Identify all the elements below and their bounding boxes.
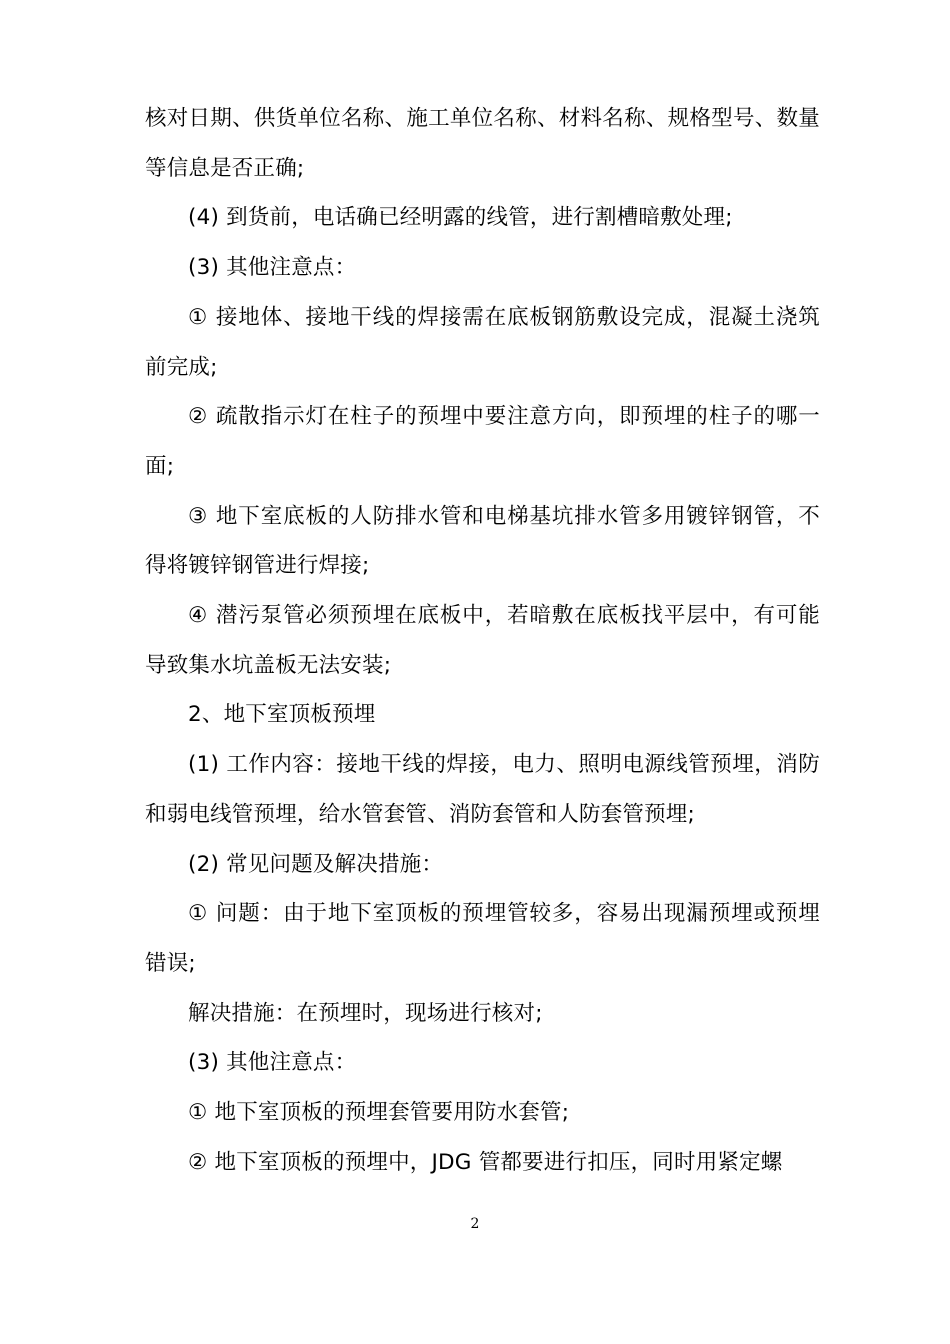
paragraph: ① 地下室顶板的预埋套管要用防水套管; bbox=[188, 1100, 570, 1126]
paragraph: (2) 常见问题及解决措施： bbox=[188, 851, 444, 877]
paragraph: ④ 潜污泵管必须预埋在底板中，若暗敷在底板找平层中，有可能导致集水坑盖板无法安装; bbox=[145, 603, 820, 678]
body-text bbox=[145, 94, 820, 1187]
paragraph: ② 地下室顶板的预埋中，JDG 管都要进行扣压，同时用紧定螺 bbox=[188, 1149, 783, 1175]
paragraph: (1) 工作内容：接地干线的焊接，电力、照明电源线管预埋，消防和弱电线管预埋，给水管套管、消防套管和人防套管预埋; bbox=[145, 752, 820, 827]
paragraph: 核对日期、供货单位名称、施工单位名称、材料名称、规格型号、数量等信息是否正确; bbox=[145, 106, 820, 181]
paragraph: 解决措施：在预埋时，现场进行核对; bbox=[188, 1000, 543, 1026]
paragraph: ① 问题：由于地下室顶板的预埋管较多，容易出现漏预埋或预埋错误; bbox=[145, 901, 820, 976]
paragraph: (3) 其他注意点： bbox=[188, 1050, 357, 1076]
paragraph: ③ 地下室底板的人防排水管和电梯基坑排水管多用镀锌钢管，不得将镀锌钢管进行焊接; bbox=[145, 503, 820, 579]
paragraph: (4) 到货前，电话确已经明露的线管，进行割槽暗敷处理; bbox=[188, 205, 733, 231]
paragraph: 2、地下室顶板预埋 bbox=[188, 702, 376, 728]
page-number: 2 bbox=[470, 1216, 480, 1232]
paragraph: ② 疏散指示灯在柱子的预埋中要注意方向，即预埋的柱子的哪一面; bbox=[145, 404, 820, 479]
paragraph: (3) 其他注意点： bbox=[188, 255, 357, 281]
paragraph: ① 接地体、接地干线的焊接需在底板钢筋敷设完成，混凝土浇筑前完成; bbox=[145, 304, 820, 380]
